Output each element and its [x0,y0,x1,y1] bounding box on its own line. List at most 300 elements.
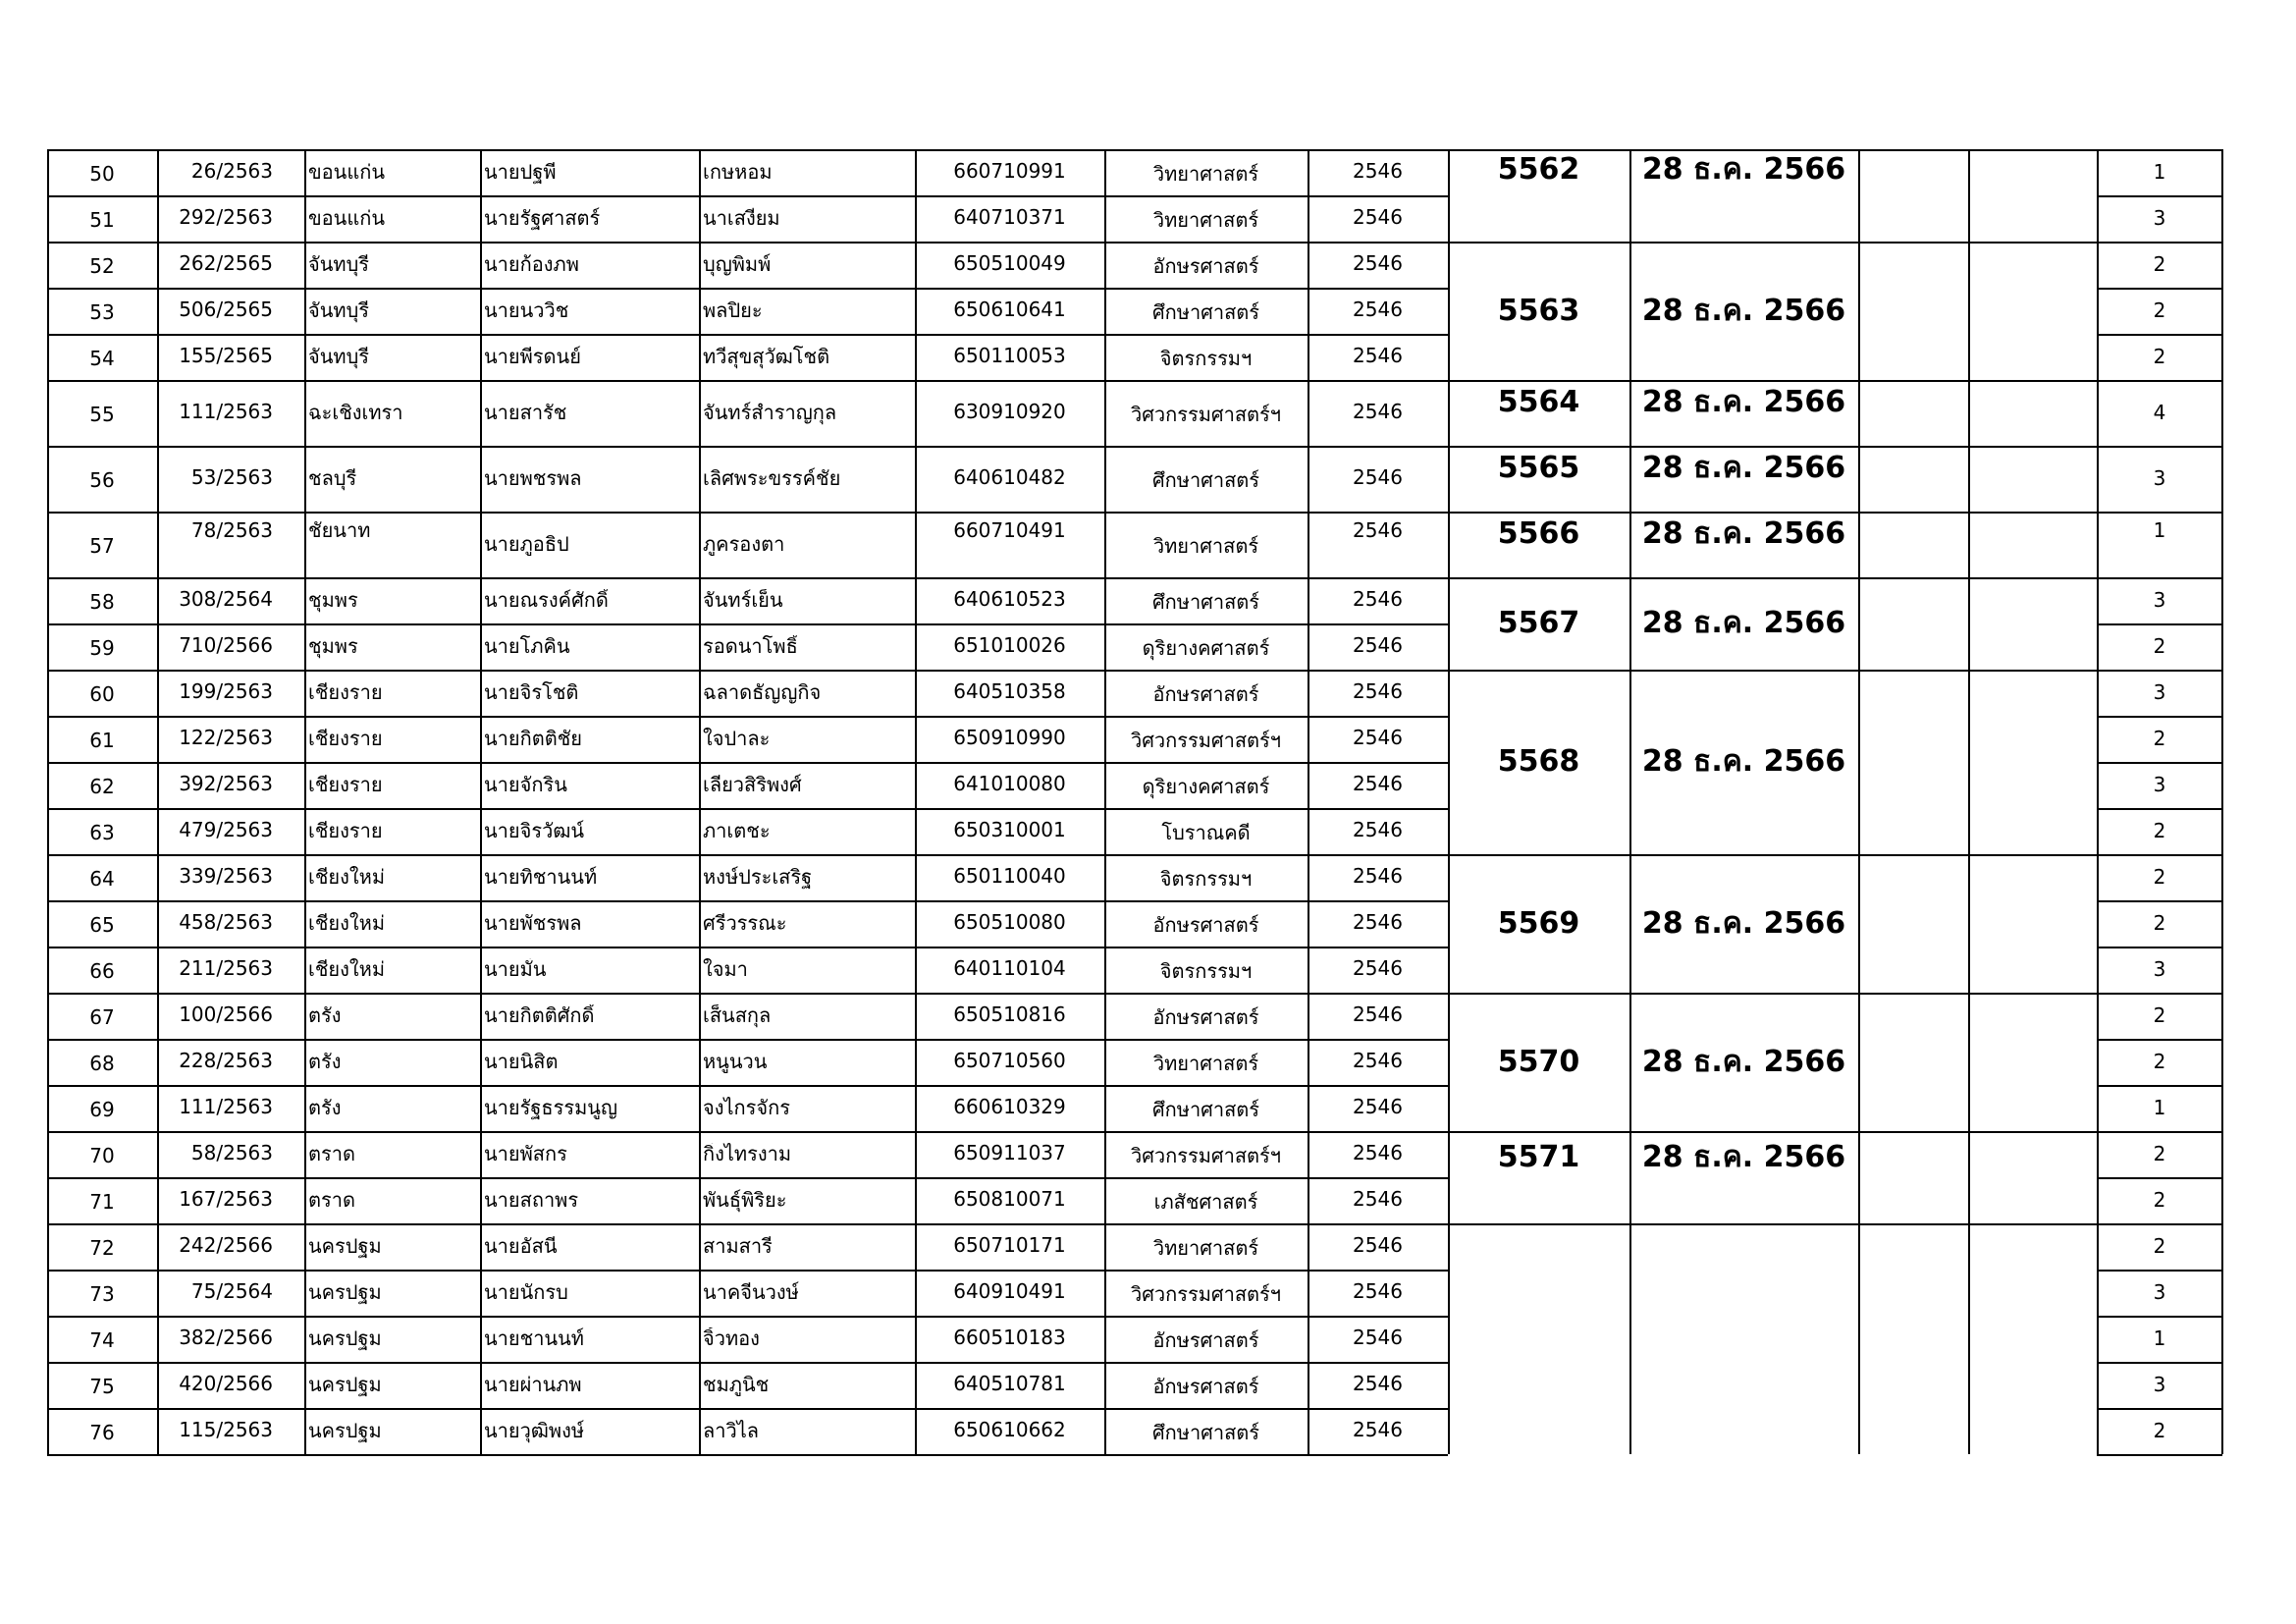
first-name: นายอัสนี [484,1235,558,1258]
last-name: พันธุ์พิริยะ [703,1189,787,1212]
grid-line [2097,577,2222,579]
student-id: 640610523 [953,588,1066,611]
row-number: 59 [89,637,115,660]
birth-year: 2546 [1353,957,1403,980]
province: จันทบุรี [308,346,370,368]
birth-year: 2546 [1353,1050,1403,1072]
first-name: นายรัฐธรรมนูญ [484,1097,617,1119]
reference-number: 111/2563 [179,1096,273,1118]
count: 3 [2153,589,2166,612]
grid-line [2097,716,2222,718]
grid-line [47,808,1448,810]
last-name: หนูนวน [703,1051,768,1073]
reference-number: 199/2563 [179,680,273,703]
grid-line [47,1039,1448,1041]
last-name: เลิศพระขรรค์ชัย [703,467,841,490]
count: 3 [2153,774,2166,796]
grid-line [2097,1316,2222,1318]
grid-line [2097,380,2222,382]
last-name: ภาเตชะ [703,820,771,842]
row-number: 67 [89,1006,115,1029]
count: 3 [2153,681,2166,704]
last-name: จงไกรจักร [703,1097,790,1119]
student-id: 630910920 [953,401,1066,423]
reference-number: 100/2566 [179,1003,273,1026]
student-id: 650310001 [953,819,1066,841]
count: 2 [2153,1051,2166,1073]
student-id: 640510358 [953,680,1066,703]
province: จันทบุรี [308,299,370,322]
faculty: ศึกษาศาสตร์ [1151,1099,1260,1121]
reference-number: 111/2563 [179,401,273,423]
province: ขอนแก่น [308,161,386,184]
grid-line [2097,993,2222,995]
last-name: ชมภูนิช [703,1374,770,1396]
first-name: นายสารัช [484,402,567,424]
group-number: 5568 [1497,745,1580,779]
count: 3 [2153,1281,2166,1304]
birth-year: 2546 [1353,773,1403,795]
faculty: วิทยาศาสตร์ [1152,1237,1259,1260]
grid-line [1448,446,2097,448]
student-id: 660510183 [953,1326,1066,1349]
province: เชียงใหม่ [308,912,386,935]
count: 4 [2153,402,2166,424]
reference-number: 292/2563 [179,206,273,229]
province: นครปฐม [308,1281,382,1304]
birth-year: 2546 [1353,865,1403,888]
first-name: นายนววิช [484,299,569,322]
count: 1 [2153,161,2166,184]
grid-line [2097,1131,2222,1133]
province: ตรัง [308,1004,342,1027]
group-number: 5570 [1497,1046,1580,1079]
faculty: จิตรกรรมฯ [1159,348,1253,370]
reference-number: 75/2564 [190,1280,273,1303]
count: 1 [2153,519,2166,542]
grid-line [1448,993,2097,995]
reference-number: 242/2566 [179,1234,273,1257]
birth-year: 2546 [1353,588,1403,611]
birth-year: 2546 [1353,1280,1403,1303]
student-id: 640110104 [953,957,1066,980]
row-number: 66 [89,960,115,983]
grid-line [47,1362,1448,1364]
province: ตราด [308,1189,355,1212]
grid-line [2097,1177,2222,1179]
grid-line [47,288,1448,290]
faculty: วิศวกรรมศาสตร์ฯ [1130,1283,1282,1306]
birth-year: 2546 [1353,1326,1403,1349]
grid-line [47,900,1448,902]
reference-number: 339/2563 [179,865,273,888]
reference-number: 58/2563 [190,1142,273,1164]
grid-line [1448,670,2097,672]
reference-number: 26/2563 [190,160,273,183]
faculty: ศึกษาศาสตร์ [1151,591,1260,614]
grid-line [2097,762,2222,764]
birth-year: 2546 [1353,466,1403,489]
grid-line [2097,149,2222,151]
province: ชลบุรี [308,467,357,490]
student-id: 640610482 [953,466,1066,489]
last-name: สามสารี [703,1235,773,1258]
province: ตรัง [308,1097,342,1119]
grid-line [1448,577,2097,579]
first-name: นายกิตติศักดิ์ [484,1004,595,1027]
count: 3 [2153,1374,2166,1396]
student-id: 660710991 [953,160,1066,183]
grid-line [2097,334,2222,336]
faculty: ดุริยางคศาสตร์ [1142,776,1270,798]
grid-line [2097,195,2222,197]
birth-year: 2546 [1353,1142,1403,1164]
province: ตราด [308,1143,355,1165]
last-name: เลียวสิริพงศ์ [703,774,802,796]
faculty: วิศวกรรมศาสตร์ฯ [1130,1145,1282,1167]
grid-line [47,670,1448,672]
grid-line [47,149,1448,151]
group-date: 28 ธ.ค. 2566 [1641,153,1846,187]
grid-line [2097,900,2222,902]
count: 2 [2153,1004,2166,1027]
count: 1 [2153,1097,2166,1119]
student-id: 640710371 [953,206,1066,229]
province: เชียงราย [308,820,383,842]
count: 2 [2153,728,2166,750]
province: ฉะเชิงเทรา [308,402,403,424]
last-name: ฉลาดธัญญกิจ [703,681,822,704]
row-number: 76 [89,1422,115,1444]
faculty: วิทยาศาสตร์ [1152,1053,1259,1075]
first-name: นายพัชรพล [484,912,582,935]
group-date: 28 ธ.ค. 2566 [1641,607,1846,640]
province: ขอนแก่น [308,207,386,230]
faculty: อักษรศาสตร์ [1152,1006,1259,1029]
grid-line [47,334,1448,336]
student-id: 651010026 [953,634,1066,657]
student-id: 650610662 [953,1419,1066,1441]
grid-line [2097,1408,2222,1410]
faculty: ดุริยางคศาสตร์ [1142,637,1270,660]
birth-year: 2546 [1353,1373,1403,1395]
reference-number: 155/2565 [179,345,273,367]
grid-line [47,446,1448,448]
first-name: นายผ่านภพ [484,1374,582,1396]
group-number: 5566 [1497,517,1580,551]
reference-number: 710/2566 [179,634,273,657]
grid-line [47,1316,1448,1318]
row-number: 53 [89,301,115,324]
group-date: 28 ธ.ค. 2566 [1641,907,1846,941]
row-number: 65 [89,914,115,937]
first-name: นายณรงค์ศักดิ์ [484,589,609,612]
grid-line [47,1131,1448,1133]
faculty: อักษรศาสตร์ [1152,914,1259,937]
group-date: 28 ธ.ค. 2566 [1641,295,1846,328]
group-number: 5563 [1497,295,1580,328]
reference-number: 262/2565 [179,252,273,275]
grid-line [2097,670,2222,672]
birth-year: 2546 [1353,680,1403,703]
reference-number: 382/2566 [179,1326,273,1349]
birth-year: 2546 [1353,634,1403,657]
province: นครปฐม [308,1420,382,1442]
grid-line [2097,808,2222,810]
province: ชุมพร [308,635,358,658]
count: 2 [2153,1235,2166,1258]
group-number: 5571 [1497,1141,1580,1174]
grid-line [2097,512,2222,514]
group-number: 5564 [1497,386,1580,419]
first-name: นายมั่น [484,958,547,981]
count: 2 [2153,820,2166,842]
row-number: 64 [89,868,115,891]
grid-line [47,623,1448,625]
last-name: หงษ์ประเสริฐ [703,866,813,889]
count: 2 [2153,1143,2166,1165]
grid-line [47,1177,1448,1179]
group-number: 5567 [1497,607,1580,640]
row-number: 60 [89,683,115,706]
grid-line [2097,1454,2222,1456]
first-name: นายวุฒิพงษ์ [484,1420,585,1442]
first-name: นายสถาพร [484,1189,579,1212]
grid-line [47,380,1448,382]
grid-line [47,1085,1448,1087]
grid-line [2097,446,2222,448]
records-table [47,149,2222,1454]
count: 2 [2153,346,2166,368]
first-name: นายก้องภพ [484,253,579,276]
grid-line [47,1223,1448,1225]
grid-line [47,762,1448,764]
first-name: นายนิสิต [484,1051,559,1073]
row-number: 71 [89,1191,115,1214]
grid-line [2097,1039,2222,1041]
group-number: 5569 [1497,907,1580,941]
faculty: โบราณคดี [1161,822,1251,844]
first-name: นายรัฐศาสตร์ [484,207,601,230]
faculty: วิศวกรรมศาสตร์ฯ [1130,404,1282,426]
faculty: วิศวกรรมศาสตร์ฯ [1130,730,1282,752]
group-date: 28 ธ.ค. 2566 [1641,1141,1846,1174]
grid-line [2097,1270,2222,1272]
birth-year: 2546 [1353,252,1403,275]
student-id: 650911037 [953,1142,1066,1164]
province: ชัยนาท [308,519,371,542]
last-name: นาคจีนวงษ์ [703,1281,799,1304]
row-number: 70 [89,1145,115,1167]
row-number: 62 [89,776,115,798]
province: เชียงราย [308,728,383,750]
first-name: นายจักริน [484,774,567,796]
first-name: นายโภคิน [484,635,570,658]
count: 2 [2153,1420,2166,1442]
group-number: 5562 [1497,153,1580,187]
grid-line [47,577,1448,579]
last-name: ศรีวรรณะ [703,912,787,935]
birth-year: 2546 [1353,1234,1403,1257]
student-id: 641010080 [953,773,1066,795]
grid-line [2097,242,2222,244]
grid-line [47,1408,1448,1410]
grid-line [47,993,1448,995]
faculty: จิตรกรรมฯ [1159,868,1253,891]
faculty: จิตรกรรมฯ [1159,960,1253,983]
birth-year: 2546 [1353,345,1403,367]
last-name: เกษหอม [703,161,773,184]
group-date: 28 ธ.ค. 2566 [1641,1046,1846,1079]
grid-line [47,1454,1448,1456]
student-id: 650710171 [953,1234,1066,1257]
count: 2 [2153,912,2166,935]
province: ชุมพร [308,589,358,612]
province: นครปฐม [308,1374,382,1396]
faculty: ศึกษาศาสตร์ [1151,469,1260,492]
grid-line [1968,149,1970,1454]
last-name: กิ่งไทรงาม [703,1143,792,1165]
reference-number: 122/2563 [179,727,273,749]
group-number: 5565 [1497,452,1580,485]
last-name: ใจปาละ [703,728,771,750]
grid-line [2097,623,2222,625]
grid-line [1448,242,2097,244]
student-id: 660610329 [953,1096,1066,1118]
reference-number: 115/2563 [179,1419,273,1441]
first-name: นายชานนท์ [484,1327,584,1350]
row-number: 69 [89,1099,115,1121]
student-id: 650510080 [953,911,1066,934]
province: นครปฐม [308,1235,382,1258]
grid-line [1448,380,2097,382]
faculty: อักษรศาสตร์ [1152,255,1259,278]
first-name: นายนักรบ [484,1281,568,1304]
first-name: นายกิตติชัย [484,728,582,750]
reference-number: 78/2563 [190,519,273,542]
birth-year: 2546 [1353,519,1403,542]
birth-year: 2546 [1353,1188,1403,1211]
count: 2 [2153,1189,2166,1212]
faculty: วิทยาศาสตร์ [1152,163,1259,186]
last-name: พลปิยะ [703,299,763,322]
student-id: 640510781 [953,1373,1066,1395]
province: นครปฐม [308,1327,382,1350]
grid-line [2097,947,2222,948]
row-number: 72 [89,1237,115,1260]
group-date: 28 ธ.ค. 2566 [1641,386,1846,419]
row-number: 73 [89,1283,115,1306]
faculty: วิทยาศาสตร์ [1152,209,1259,232]
count: 2 [2153,866,2166,889]
student-id: 650810071 [953,1188,1066,1211]
student-id: 650110040 [953,865,1066,888]
grid-line [47,1270,1448,1272]
count: 3 [2153,207,2166,230]
grid-line [1448,854,2097,856]
count: 3 [2153,958,2166,981]
birth-year: 2546 [1353,911,1403,934]
count: 2 [2153,299,2166,322]
first-name: นายพัสกร [484,1143,567,1165]
grid-line [47,195,1448,197]
first-name: นายจิรวัฒน์ [484,820,585,842]
count: 1 [2153,1327,2166,1350]
count: 3 [2153,467,2166,490]
grid-line [2097,1362,2222,1364]
reference-number: 479/2563 [179,819,273,841]
row-number: 61 [89,730,115,752]
first-name: นายพีรดนย์ [484,346,581,368]
first-name: นายทิชานนท์ [484,866,598,889]
student-id: 650510816 [953,1003,1066,1026]
group-date: 28 ธ.ค. 2566 [1641,745,1846,779]
row-number: 56 [89,469,115,492]
first-name: นายปฐพี [484,161,557,184]
faculty: อักษรศาสตร์ [1152,1376,1259,1398]
group-date: 28 ธ.ค. 2566 [1641,452,1846,485]
reference-number: 420/2566 [179,1373,273,1395]
grid-line [1629,149,1631,1454]
reference-number: 53/2563 [190,466,273,489]
last-name: บุญพิมพ์ [703,253,772,276]
row-number: 75 [89,1376,115,1398]
reference-number: 167/2563 [179,1188,273,1211]
row-number: 51 [89,209,115,232]
grid-line [2097,854,2222,856]
grid-line [1448,149,2097,151]
faculty: ศึกษาศาสตร์ [1151,1422,1260,1444]
faculty: วิทยาศาสตร์ [1152,535,1259,558]
count: 2 [2153,635,2166,658]
row-number: 55 [89,404,115,426]
reference-number: 211/2563 [179,957,273,980]
row-number: 54 [89,348,115,370]
last-name: ใจมา [703,958,748,981]
reference-number: 458/2563 [179,911,273,934]
grid-line [1448,1223,2097,1225]
birth-year: 2546 [1353,1419,1403,1441]
birth-year: 2546 [1353,298,1403,321]
grid-line [1448,149,1450,1454]
faculty: เภสัชศาสตร์ [1153,1191,1258,1214]
student-id: 650110053 [953,345,1066,367]
birth-year: 2546 [1353,727,1403,749]
student-id: 650710560 [953,1050,1066,1072]
birth-year: 2546 [1353,160,1403,183]
last-name: รอดนาโพธิ์ [703,635,798,658]
student-id: 660710491 [953,519,1066,542]
row-number: 52 [89,255,115,278]
reference-number: 506/2565 [179,298,273,321]
last-name: จันทร์เย็น [703,589,783,612]
group-date: 28 ธ.ค. 2566 [1641,517,1846,551]
last-name: ทวีสุขสุวัฒโชติ [703,346,830,368]
row-number: 58 [89,591,115,614]
province: จันทบุรี [308,253,370,276]
province: เชียงใหม่ [308,866,386,889]
row-number: 74 [89,1329,115,1352]
last-name: นาเสงี่ยม [703,207,780,230]
grid-line [47,242,1448,244]
first-name: นายพชรพล [484,467,582,490]
first-name: นายจิรโชติ [484,681,579,704]
grid-line [47,716,1448,718]
birth-year: 2546 [1353,401,1403,423]
grid-line [2097,288,2222,290]
row-number: 57 [89,535,115,558]
reference-number: 308/2564 [179,588,273,611]
